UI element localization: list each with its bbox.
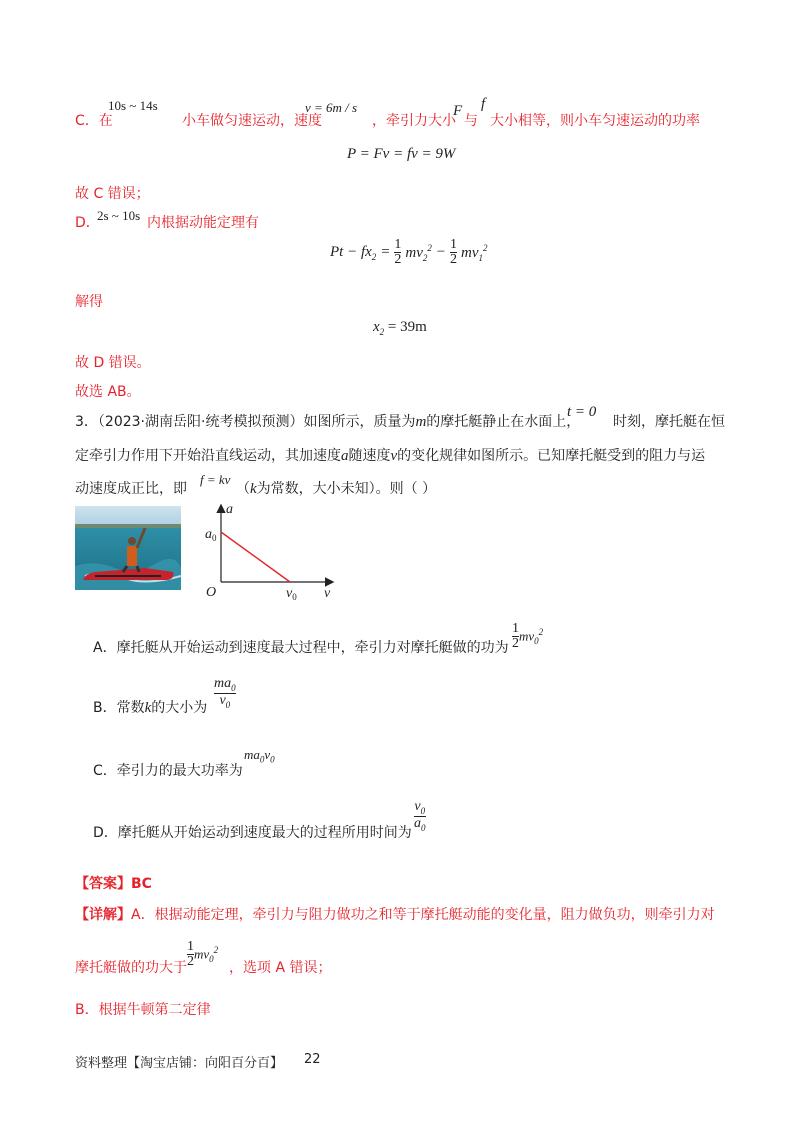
jet-ski-photo — [75, 506, 181, 590]
x-intercept-label: $v_0$ — [286, 586, 297, 600]
item-c-text1: 小车做匀速运动，速度 — [182, 113, 322, 129]
question-line3: 动速度成正比，即 — [75, 481, 187, 497]
option-c[interactable]: C．牵引力的最大功率为 — [93, 763, 243, 779]
item-d-solve: 解得 — [75, 294, 103, 310]
explain-line1: 【详解】A．根据动能定理，牵引力与阻力做功之和等于摩托艇动能的变化量，阻力做负功，则牵引力对 — [75, 907, 715, 923]
question-line1-end: 时刻，摩托艇在恒 — [613, 414, 725, 430]
y-intercept-label: $a_0$ — [205, 527, 217, 543]
item-c-text3: 与 — [464, 113, 478, 129]
y-axis-label: a — [226, 502, 233, 517]
formula-minus: − — [435, 244, 447, 260]
option-d[interactable]: D．摩托艇从开始运动到速度最大的过程所用时间为 — [93, 825, 412, 841]
question-t0: t = 0 — [567, 404, 597, 420]
formula-lhs: Pt − fx — [330, 243, 372, 260]
item-d-conclusion: 故 D 错误。 — [75, 355, 151, 371]
item-c-letter: C． — [75, 113, 99, 129]
item-c-f: f — [481, 96, 486, 112]
item-c-text2: ，牵引力大小 — [372, 113, 456, 129]
item-c-F: F — [453, 103, 463, 119]
question-line1: 3．（2023·湖南岳阳·统考模拟预测）如图所示，质量为m的摩托艇静止在水面上， — [75, 414, 581, 430]
item-c-conclusion: 故 C 错误； — [75, 186, 150, 202]
item-c-pre: 在 — [98, 113, 113, 129]
item-c-velocity: v = 6m / s — [305, 100, 358, 115]
av-graph — [200, 500, 340, 600]
option-d-formula: $\frac{v_0}{a_0}$ — [414, 799, 426, 833]
question-fkv: f = kv — [200, 472, 231, 487]
explain-line3: B．根据牛顿第二定律 — [75, 1002, 211, 1018]
option-b-formula: $\frac{ma_0}{v_0}$ — [214, 676, 236, 710]
explain-line2a: 摩托艇做的功大于 — [75, 960, 187, 976]
origin-label: O — [206, 585, 217, 600]
formula-eq: = — [380, 244, 391, 260]
item-c-text4: 大小相等，则小车匀速运动的功率 — [490, 113, 700, 129]
page-number: 22 — [304, 1052, 321, 1067]
item-d-letter: D． — [75, 215, 100, 231]
item-c-formula: P = Fv = fv = 9W — [347, 146, 456, 162]
explain-formula: $\frac{1}{2}$ $mv_0^2$ — [187, 939, 219, 969]
question-number: 3． — [75, 414, 98, 430]
item-d-result: $x_2 = 39m$ — [373, 319, 427, 337]
option-a[interactable]: A．摩托艇从开始运动到速度最大过程中，牵引力对摩托艇做的功为 — [93, 640, 509, 656]
footer-text: 资料整理【淘宝店铺：向阳百分百】 — [75, 1056, 284, 1071]
option-c-formula: $ma_0v_0$ — [244, 747, 275, 765]
av-series-line — [221, 532, 290, 582]
av-chart-svg — [200, 500, 340, 600]
question-source: （2023·湖南岳阳·统考模拟预测） — [97, 414, 304, 430]
item-c-range: 10s ~ 14s — [108, 98, 158, 113]
option-a-formula: $\frac{1}{2}$ $mv_0^2$ — [512, 621, 544, 651]
item-d-text: 内根据动能定理有 — [147, 215, 259, 231]
question-line3-rest: （k为常数，大小未知）。则（ ） — [236, 481, 437, 497]
x-axis-label: v — [324, 586, 331, 600]
item-d-choose: 故选 AB。 — [75, 384, 141, 400]
item-d-range: 2s ~ 10s — [97, 208, 141, 223]
option-b[interactable]: B．常数k的大小为 — [93, 700, 208, 716]
explain-line2b: ，选项 A 错误； — [229, 960, 332, 976]
item-d-formula: $Pt - fx_2$ = $\frac{1}{2}$ $mv_2^2$ − $\frac{1}{2}$ $mv_1^2$ — [330, 237, 488, 267]
answer-label: 【答案】BC — [75, 876, 152, 892]
question-line2: 定牵引力作用下开始沿直线运动，其加速度a随速度v的变化规律如图所示。已知摩托艇受到的阻力与运 — [75, 448, 706, 464]
